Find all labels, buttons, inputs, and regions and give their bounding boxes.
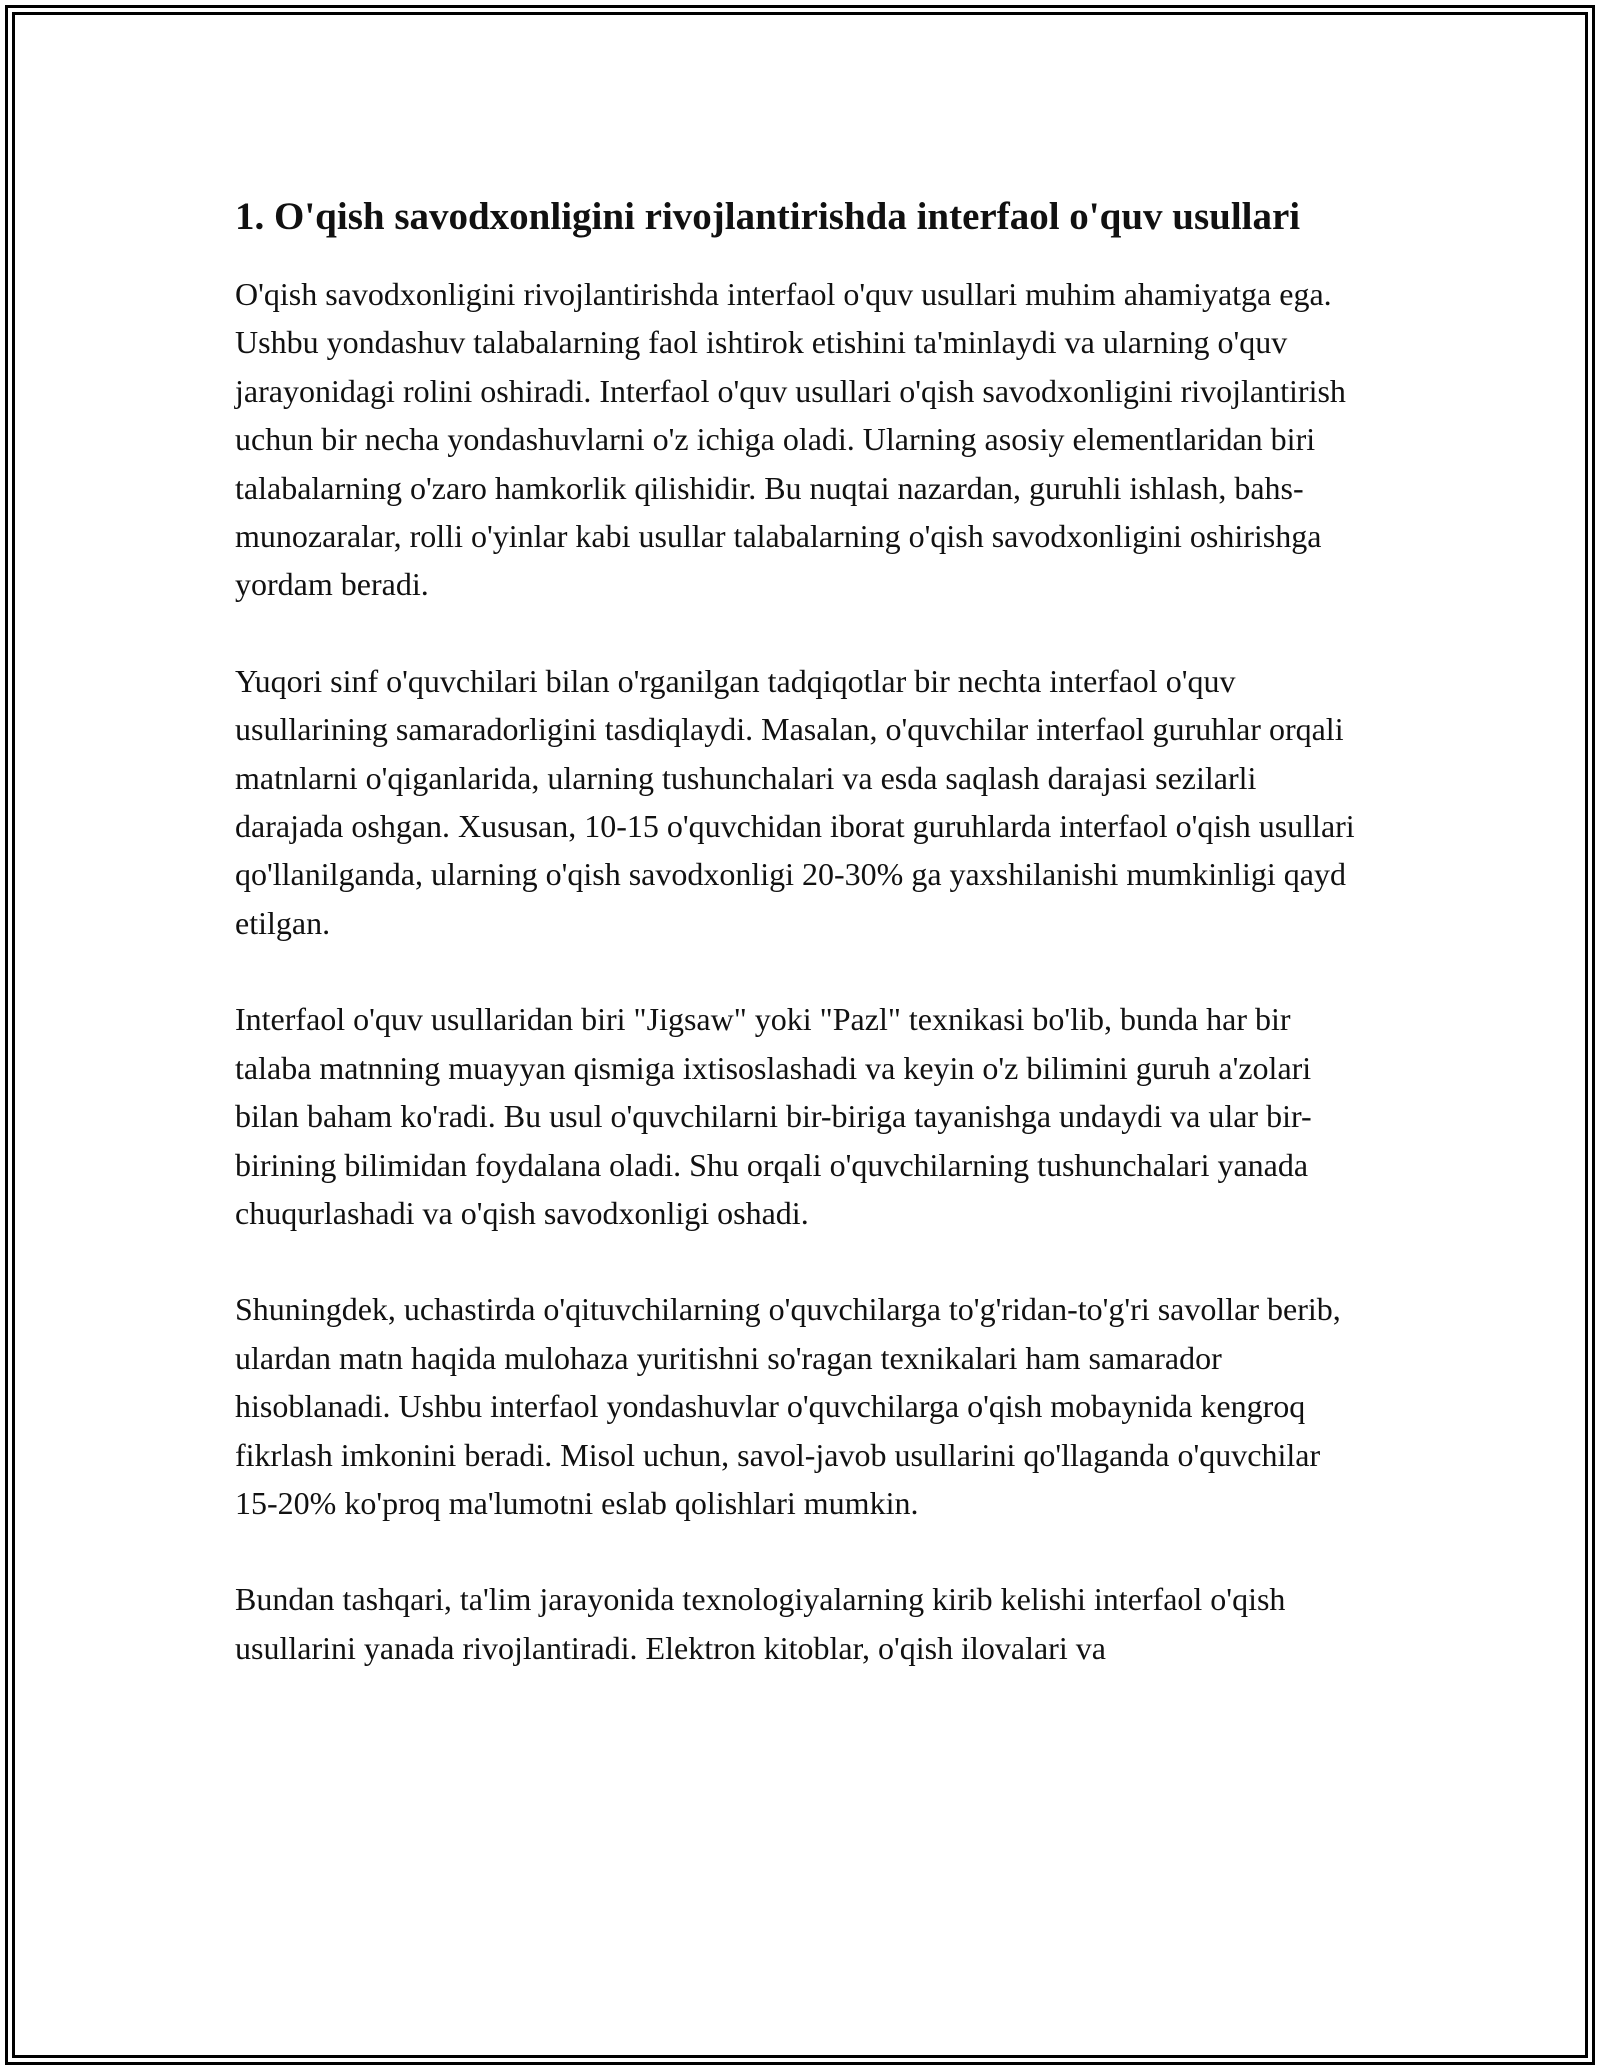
paragraph-3: Interfaol o'quv usullaridan biri "Jigsaw" yoki "Pazl" texnikasi bo'lib, bunda har bir talaba matnning muayyan qismiga ixtisoslashadi va keyin o'z bilimini guruh a'zolari bilan baham ko'radi. Bu usul o'quvchilarni bir-biriga tayanishga undaydi va ular bir-birining bilimidan foydalana oladi. Shu orqali o'quvchilarning tushunchalari yanada chuqurlashadi va o'qish savodxonligi oshadi. [235, 1001, 1312, 1231]
paragraph-1: O'qish savodxonligini rivojlantirishda interfaol o'quv usullari muhim ahamiyatga ega. Ushbu yondashuv talabalarning faol ishtirok etishini ta'minlaydi va ularning o'quv jarayonidagi rolini oshiradi. Interfaol o'quv usullari o'qish savodxonligini rivojlantirish uchun bir necha yondashuvlarni o'z ichiga oladi. Ularning asosiy elementlaridan biri talabalarning o'zaro hamkorlik qilishidir. Bu nuqtai nazardan, guruhli ishlash, bahs-munozaralar, rolli o'yinlar kabi usullar talabalarning o'qish savodxonligini oshirishga yordam beradi. [235, 276, 1346, 603]
paragraph-4: Shuningdek, uchastirda o'qituvchilarning o'quvchilarga to'g'ridan-to'g'ri savollar berib, ulardan matn haqida mulohaza yuritishni so'ragan texnikalari ham samarador hisoblanadi. Ushbu interfaol yondashuvlar o'quvchilarga o'qish mobaynida kengroq fikrlash imkonini beradi. Misol uchun, savol-javob usullarini qo'llaganda o'quvchilar 15-20% ko'proq ma'lumotni eslab qolishlari mumkin. [235, 1291, 1341, 1521]
document-body [235, 190, 1370, 1720]
section-heading: 1. O'qish savodxonligini rivojlantirishda interfaol o'quv usullari [235, 195, 1301, 238]
paragraph-5: Bundan tashqari, ta'lim jarayonida texnologiyalarning kirib kelishi interfaol o'qish usullarini yanada rivojlantiradi. Elektron kitoblar, o'qish ilovalari va [235, 1581, 1286, 1666]
paragraph-2: Yuqori sinf o'quvchilari bilan o'rganilgan tadqiqotlar bir nechta interfaol o'quv usullarining samaradorligini tasdiqlaydi. Masalan, o'quvchilar interfaol guruhlar orqali matnlarni o'qiganlarida, ularning tushunchalari va esda saqlash darajasi sezilarli darajada oshgan. Xususan, 10-15 o'quvchidan iborat guruhlarda interfaol o'qish usullari qo'llanilganda, ularning o'qish savodxonligi 20-30% ga yaxshilanishi mumkinligi qayd etilgan. [235, 662, 1355, 941]
